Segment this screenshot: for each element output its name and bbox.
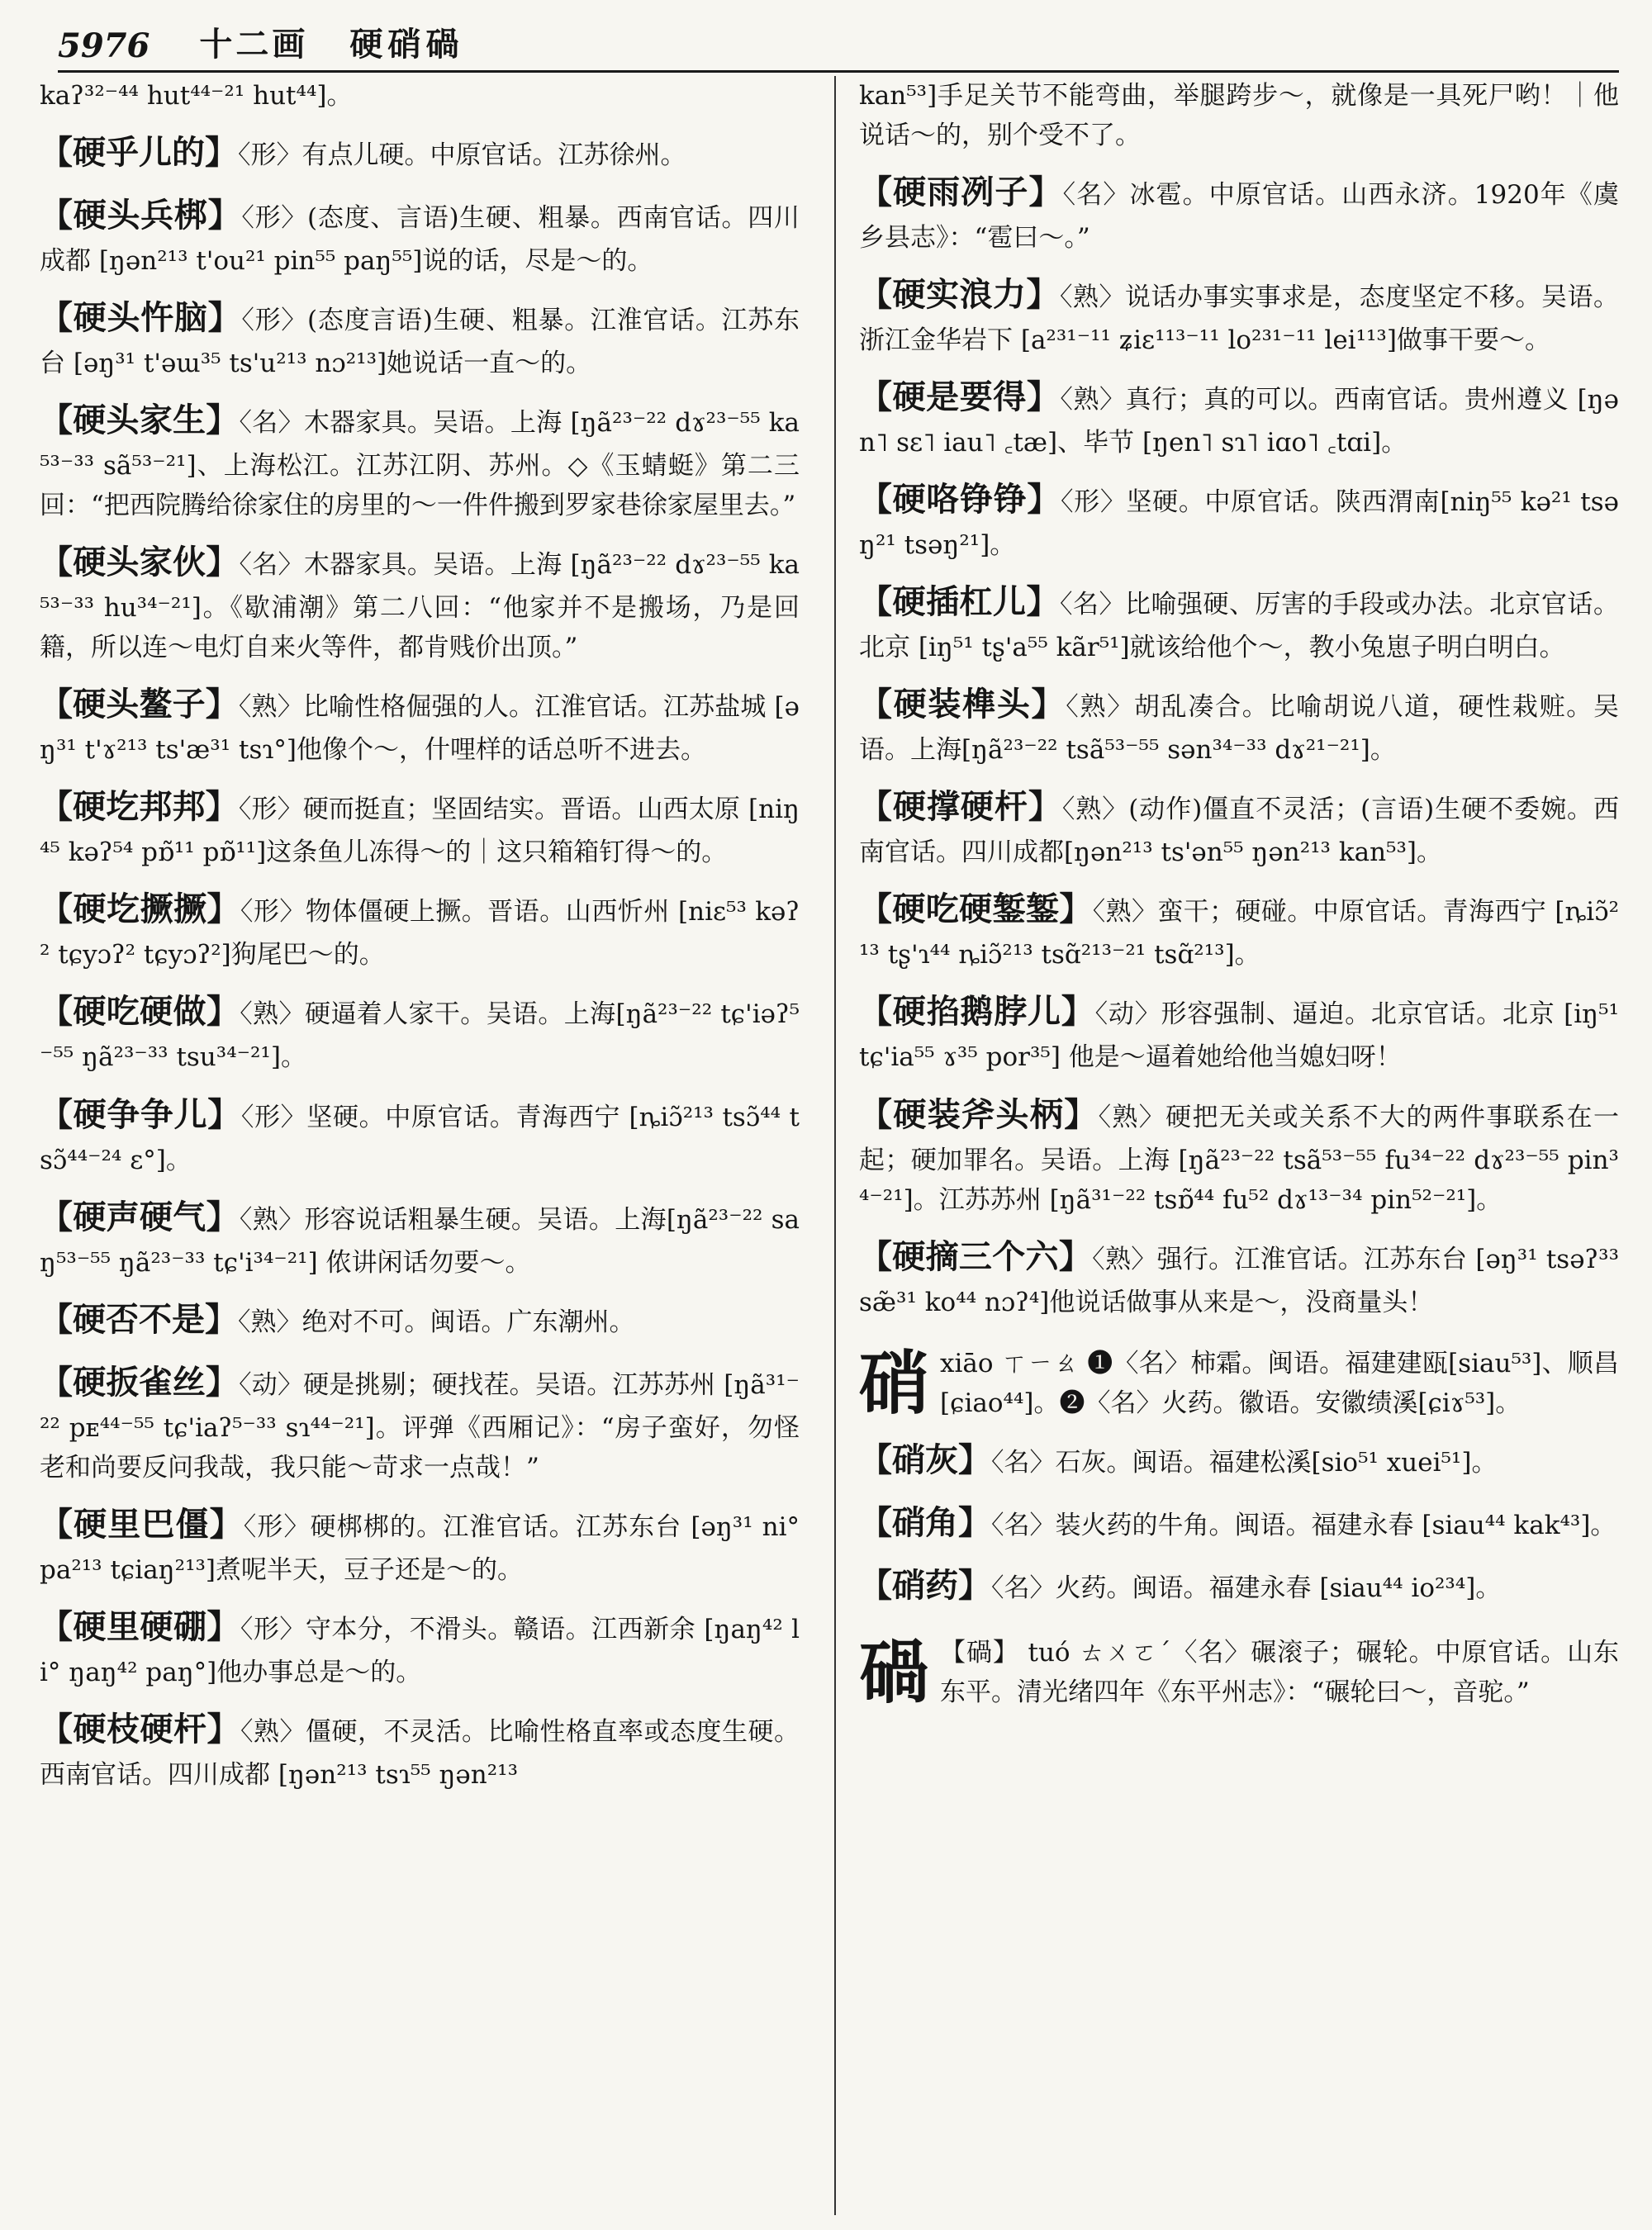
dictionary-entry — [859, 76, 1619, 155]
entry-definition: 〈名〉比喻强硬、厉害的手段或办法。北京官话。北京 [iŋ⁵¹ tʂ'a⁵⁵ kãr⁵¹]就该给他个～，教小兔崽子明白明白。 — [859, 590, 1619, 663]
entry-headword: 【硬争争儿】 — [40, 1094, 241, 1134]
dictionary-entry — [40, 679, 800, 770]
dictionary-entry — [859, 167, 1619, 258]
entry-definition: 〈熟〉形容说话粗暴生硬。吴语。上海[ŋã²³⁻²² saŋ⁵³⁻⁵⁵ ŋã²³⁻³³ tɕ'i³⁴⁻²¹] 侬讲闲话勿要～。 — [40, 1204, 800, 1278]
dictionary-entry — [40, 884, 800, 975]
dictionary-entry — [40, 292, 800, 383]
entry-headword: 【硬装斧头柄】 — [859, 1094, 1099, 1134]
dictionary-entry — [859, 884, 1619, 975]
dictionary-entry — [859, 1435, 1619, 1486]
character-entry-tuo — [859, 1630, 1619, 1713]
entry-definition: 〈名〉装火药的牛角。闽语。福建永春 [siau⁴⁴ kak⁴³]。 — [991, 1510, 1616, 1540]
entry-definition: 〈名〉石灰。闽语。福建松溪[sio⁵¹ xuei⁵¹]。 — [991, 1447, 1498, 1478]
entry-definition: xiāo ㄒㄧㄠ ❶〈名〉柿霜。闽语。福建建瓯[siau⁵³]、顺昌[ɕiao⁴⁴]。❷〈名〉火药。徽语。安徽绩溪[ɕiɤ⁵³]。 — [940, 1348, 1619, 1418]
dictionary-entry — [40, 395, 800, 525]
entry-definition: 〈形〉(态度言语)生硬、粗暴。江淮官话。江苏东台 [əŋ³¹ t'əɯ³⁵ ts'u²¹³ nɔ²¹³]她说话一直～的。 — [40, 306, 800, 379]
dictionary-entry — [40, 127, 800, 178]
entry-headword: 【硬是要得】 — [859, 377, 1061, 417]
entry-headword: 【硬摘三个六】 — [859, 1236, 1093, 1276]
entry-definition: 〈动〉形容强制、逼迫。北京官话。北京 [iŋ⁵¹ tɕ'ia⁵⁵ ɤ³⁵ por³⁵] 他是～逼着她给他当媳妇呀！ — [859, 999, 1619, 1073]
dictionary-entry — [40, 76, 800, 116]
character-entry-xiao — [859, 1341, 1619, 1424]
dictionary-entry — [859, 1497, 1619, 1549]
entry-definition: 【碢】 tuó ㄊㄨㄛˊ〈名〉碾滚子；碾轮。中原官话。山东东平。清光绪四年《东平州志》：“碾轮曰～，音驼。” — [940, 1637, 1619, 1707]
entry-headword: 【硬头鳌子】 — [40, 685, 239, 724]
entry-headword: 【硬圪撅撅】 — [40, 890, 240, 929]
entry-definition: 〈熟〉说话办事实事求是，态度坚定不移。吴语。浙江金华岩下 [a²³¹⁻¹¹ ʑiɛ¹¹³⁻¹¹ lo²³¹⁻¹¹ lei¹¹³]做事干要～。 — [859, 282, 1619, 356]
dictionary-entry — [859, 679, 1619, 770]
entry-definition: 〈形〉坚硬。中原官话。青海西宁 [ȵiɔ̃²¹³ tsɔ̃⁴⁴ tsɔ̃⁴⁴⁻²⁴ ɛ°]。 — [40, 1102, 800, 1175]
entry-definition: 〈名〉冰雹。中原官话。山西永济。1920年《虞乡县志》：“雹曰～。” — [859, 180, 1619, 254]
entry-definition: 〈形〉硬而挺直；坚固结实。晋语。山西太原 [niŋ⁴⁵ kəʔ⁵⁴ pɒ̃¹¹ pɒ̃¹¹]这条鱼儿冻得～的｜这只箱箱钉得～的。 — [40, 795, 800, 868]
right-column — [859, 76, 1619, 2223]
entry-headword: 【硬扳雀丝】 — [40, 1362, 240, 1402]
entry-headword: 【硬吃硬錾錾】 — [859, 890, 1093, 929]
dictionary-entry — [40, 781, 800, 872]
dictionary-entry — [859, 1231, 1619, 1322]
column-divider — [834, 76, 836, 2215]
entry-definition: 〈名〉木器家具。吴语。上海 [ŋã²³⁻²² dɤ²³⁻⁵⁵ ka⁵³⁻³³ hu³⁴⁻²¹]。《歇浦潮》第二八回：“他家并不是搬场，乃是回籍，所以连～电灯自来火等件，都肯贱价出顶。” — [40, 550, 800, 663]
entry-headword: 【硬雨冽子】 — [859, 173, 1063, 212]
entry-headword: 【硝药】 — [859, 1565, 991, 1605]
entry-definition: 〈熟〉蛮干；硬碰。中原官话。青海西宁 [ȵiɔ̃²¹³ tʂ'ɿ⁴⁴ ȵiɔ̃²¹³ tsɑ̃²¹³⁻²¹ tsɑ̃²¹³]。 — [859, 897, 1619, 970]
entry-definition: 〈形〉有点儿硬。中原官话。江苏徐州。 — [238, 140, 686, 171]
entry-definition: kaʔ³²⁻⁴⁴ hut⁴⁴⁻²¹ hut⁴⁴]。 — [40, 81, 353, 111]
entry-headword: 【硬咯铮铮】 — [859, 480, 1061, 520]
dictionary-entry — [40, 1499, 800, 1590]
dictionary-entry — [40, 537, 800, 667]
entry-headword: 【硬头忤脑】 — [40, 298, 242, 338]
entry-headword: 【硬插杠儿】 — [859, 582, 1060, 622]
entry-headword: 【硬乎儿的】 — [40, 133, 238, 173]
entry-definition: 〈熟〉硬把无关或关系不大的两件事联系在一起；硬加罪名。吴语。上海 [ŋã²³⁻²² tsã⁵³⁻⁵⁵ fu³⁴⁻²² dɤ²³⁻⁵⁵ pin³⁴⁻²¹]。江苏苏州 [ŋã³¹⁻²² tsɒ̃⁴⁴ fu⁵² dɤ¹³⁻³⁴ pin⁵²⁻²¹]。 — [859, 1102, 1619, 1215]
dictionary-entry — [40, 1089, 800, 1180]
dictionary-entry — [859, 1089, 1619, 1220]
entry-headword: 【硝灰】 — [859, 1440, 991, 1479]
entry-definition: 〈熟〉(动作)僵直不灵活；(言语)生硬不委婉。西南官话。四川成都[ŋən²¹³ ts'ən⁵⁵ ŋən²¹³ kan⁵³]。 — [859, 795, 1619, 868]
xiao-subentries — [859, 1435, 1619, 1611]
dictionary-entry — [40, 986, 800, 1077]
entry-definition: 〈形〉硬梆梆的。江淮官话。江苏东台 [əŋ³¹ ni° pa²¹³ tɕiaŋ²¹³]煮呢半天，豆子还是～的。 — [40, 1511, 800, 1585]
dictionary-entry — [40, 1357, 800, 1487]
dictionary-entry — [859, 781, 1619, 872]
entry-headword: 【硬里巴僵】 — [40, 1504, 244, 1544]
entry-definition: 〈形〉守本分，不滑头。赣语。江西新余 [ŋaŋ⁴² li° ŋaŋ⁴² paŋ°]他办事总是～的。 — [40, 1614, 800, 1687]
entry-headword: 【硬头兵梆】 — [40, 196, 242, 235]
entry-definition: 〈熟〉比喻性格倔强的人。江淮官话。江苏盐城 [əŋ³¹ t'ɤ²¹³ ts'æ³¹ tsɿ°]他像个～，什哩样的话总听不进去。 — [40, 692, 800, 766]
entry-character: 碢 — [859, 1630, 929, 1713]
entry-definition: kan⁵³]手足关节不能弯曲，举腿跨步～，就像是一具死尸哟！｜他说话～的，别个受不了。 — [859, 81, 1619, 151]
entry-headword: 【硬否不是】 — [40, 1299, 238, 1339]
entry-headword: 【硬撑硬杆】 — [859, 787, 1062, 827]
dictionary-entry — [40, 1294, 800, 1345]
entry-headword: 【硬圪邦邦】 — [40, 787, 239, 827]
dictionary-entry — [859, 986, 1619, 1077]
right-column-entries — [859, 76, 1619, 1322]
entry-headword: 【硬里硬硼】 — [40, 1606, 240, 1646]
dictionary-entry — [40, 190, 800, 281]
dictionary-entry — [859, 269, 1619, 360]
entry-definition: 〈熟〉硬逼着人家干。吴语。上海[ŋã²³⁻²² tɕ'iəʔ⁵⁻⁵⁵ ŋã²³⁻³³ tsu³⁴⁻²¹]。 — [40, 999, 800, 1073]
entry-headword: 【硬头家生】 — [40, 401, 240, 440]
entry-headword: 【硬掐鹅脖儿】 — [859, 992, 1095, 1032]
dictionary-entry — [859, 576, 1619, 667]
entry-definition: 〈动〉硬是挑剔；硬找茬。吴语。江苏苏州 [ŋã³¹⁻²² pᴇ⁴⁴⁻⁵⁵ tɕ'iaʔ⁵⁻³³ sɿ⁴⁴⁻²¹]。评弹《西厢记》：“房子蛮好，勿怪老和尚要反问我哉，我只能～苛求一点哉！” — [40, 1369, 800, 1483]
entry-definition: 〈熟〉绝对不可。闽语。广东潮州。 — [238, 1307, 635, 1337]
entry-headword: 【硬声硬气】 — [40, 1197, 240, 1236]
entry-definition: 〈形〉(态度、言语)生硬、粗暴。西南官话。四川成都 [ŋən²¹³ t'ou²¹ pin⁵⁵ paŋ⁵⁵]说的话，尽是～的。 — [40, 203, 800, 277]
page-number: 5976 — [58, 26, 150, 65]
entry-definition: 〈熟〉真行；真的可以。西南官话。贵州遵义 [ŋən˥ sɛ˥ iau˥ ꜀tæ]、毕节 [ŋen˥ sɿ˥ iɑo˥ ꜀tɑi]。 — [859, 385, 1619, 458]
entry-definition: 〈熟〉强行。江淮官话。江苏东台 [əŋ³¹ tsəʔ³³ sæ̃³¹ ko⁴⁴ nɔʔ⁴]他说话做事从来是～，没商量头！ — [859, 1244, 1619, 1317]
dictionary-entry — [859, 474, 1619, 565]
entry-character: 硝 — [859, 1341, 929, 1424]
entry-headword: 【硬头家伙】 — [40, 543, 240, 582]
page-header — [58, 12, 1619, 73]
entry-definition: 〈名〉火药。闽语。福建永春 [siau⁴⁴ io²³⁴]。 — [991, 1573, 1502, 1603]
section-label: 十二画 — [199, 25, 309, 64]
entry-definition: 〈形〉坚硬。中原官话。陕西渭南[niŋ⁵⁵ kə²¹ tsəŋ²¹ tsəŋ²¹]。 — [859, 487, 1619, 561]
dictionary-entry — [859, 372, 1619, 463]
entry-headword: 【硝角】 — [859, 1502, 991, 1542]
entry-headword: 【硬装榫头】 — [859, 685, 1066, 724]
dictionary-entry — [40, 1192, 800, 1283]
header-characters: 硬硝碢 — [349, 25, 464, 64]
entry-headword: 【硬吃硬做】 — [40, 992, 240, 1032]
dictionary-entry — [40, 1601, 800, 1692]
entry-definition: 〈熟〉僵硬，不灵活。比喻性格直率或态度生硬。西南官话。四川成都 [ŋən²¹³ tsɿ⁵⁵ ŋən²¹³ — [40, 1716, 800, 1790]
entry-definition: 〈熟〉胡乱凑合。比喻胡说八道，硬性栽赃。吴语。上海[ŋã²³⁻²² tsã⁵³⁻⁵⁵ sən³⁴⁻³³ dɤ²¹⁻²¹]。 — [859, 692, 1619, 766]
dictionary-entry — [859, 1560, 1619, 1611]
entry-definition: 〈形〉物体僵硬上撅。晋语。山西忻州 [niɛ⁵³ kəʔ² tɕyɔʔ² tɕyɔʔ²]狗尾巴～的。 — [40, 897, 800, 970]
entry-headword: 【硬枝硬杆】 — [40, 1709, 240, 1748]
left-column — [40, 76, 800, 2223]
entry-definition: 〈名〉木器家具。吴语。上海 [ŋã²³⁻²² dɤ²³⁻⁵⁵ ka⁵³⁻³³ sã⁵³⁻²¹]、上海松江。江苏江阴、苏州。◇《玉蜻蜓》第二三回：“把西院腾给徐家住的房里的～一件件搬到罗家巷徐家屋里去。” — [40, 408, 800, 521]
dictionary-entry — [40, 1704, 800, 1795]
entry-headword: 【硬实浪力】 — [859, 275, 1060, 315]
